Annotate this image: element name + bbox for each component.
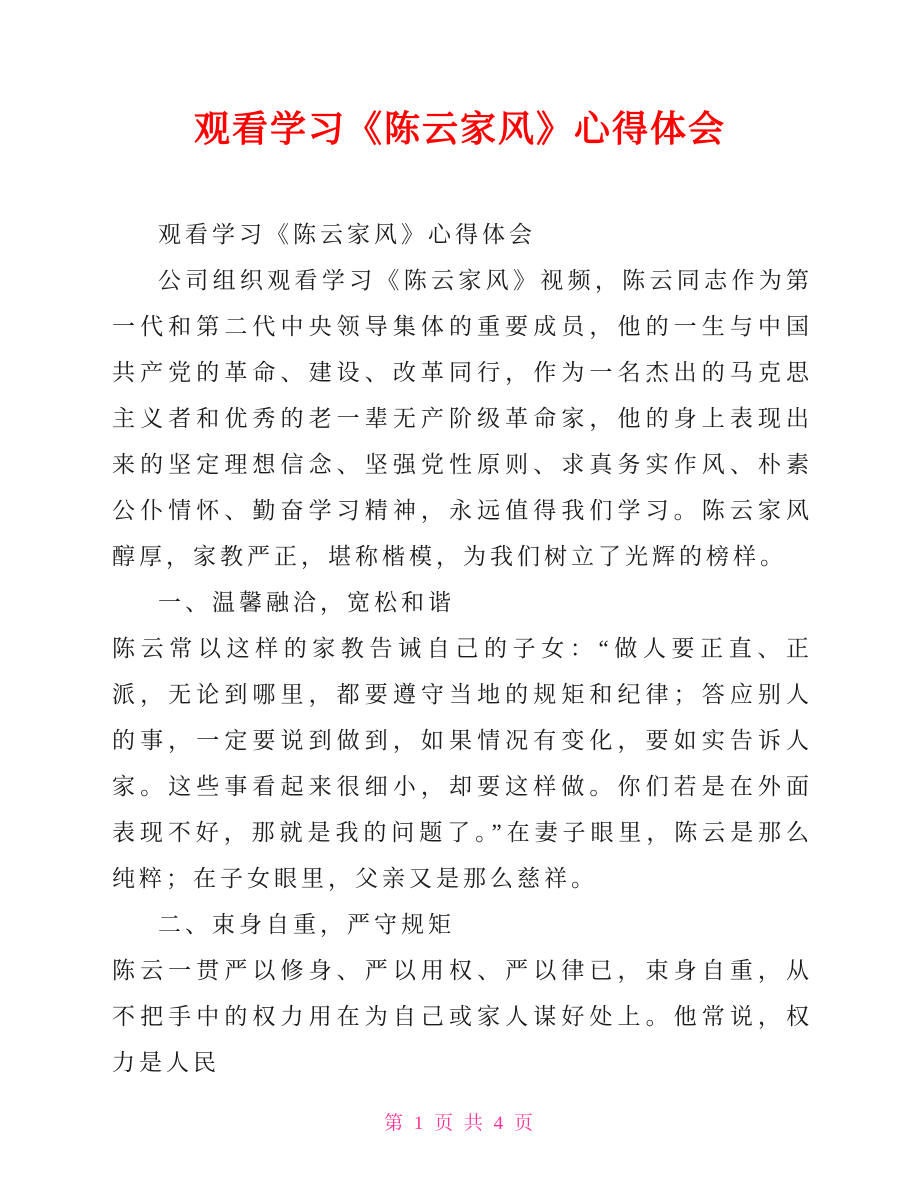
section-heading-2: 二、束身自重，严守规矩 xyxy=(158,912,455,937)
paragraph-section-1: 陈云常以这样的家教告诫自己的子女：“做人要正直、正派，无论到哪里，都要遵守当地的规矩和纪律；答应别人的事，一定要说到做到，如果情况有变化，要如实告诉人家。这些事看起来很细小，却要这样做。你们若是在外面表现不好，那就是我的问题了。”在妻子眼里，陈云是那么纯粹；在子女眼里，父亲又是那么慈祥。 xyxy=(112,636,813,891)
page-footer xyxy=(0,1111,920,1137)
paragraph-subtitle: 观看学习《陈云家风》心得体会 xyxy=(158,222,536,247)
paragraph-section-2: 陈云一贯严以修身、严以用权、严以律已，束身自重，从不把手中的权力用在为自己或家人谋好处上。他常说，权力是人民 xyxy=(112,958,813,1075)
document-title: 观看学习《陈云家风》心得体会 xyxy=(193,109,726,150)
paragraph-intro: 公司组织观看学习《陈云家风》视频，陈云同志作为第一代和第二代中央领导集体的重要成员，他的一生与中国共产党的革命、建设、改革同行，作为一名杰出的马克思主义者和优秀的老一辈无产阶级革命家，他的身上表现出来的坚定理想信念、坚强党性原则、求真务实作风、朴素公仆情怀、勤奋学习精神，永远值得我们学习。陈云家风醇厚，家教严正，堪称楷模，为我们树立了光辉的榜样。 xyxy=(112,268,813,569)
page-number-indicator: 第 1 页 共 4 页 xyxy=(384,1113,536,1134)
document-body xyxy=(112,212,813,1086)
section-heading-1: 一、温馨融洽，宽松和谐 xyxy=(158,590,455,615)
